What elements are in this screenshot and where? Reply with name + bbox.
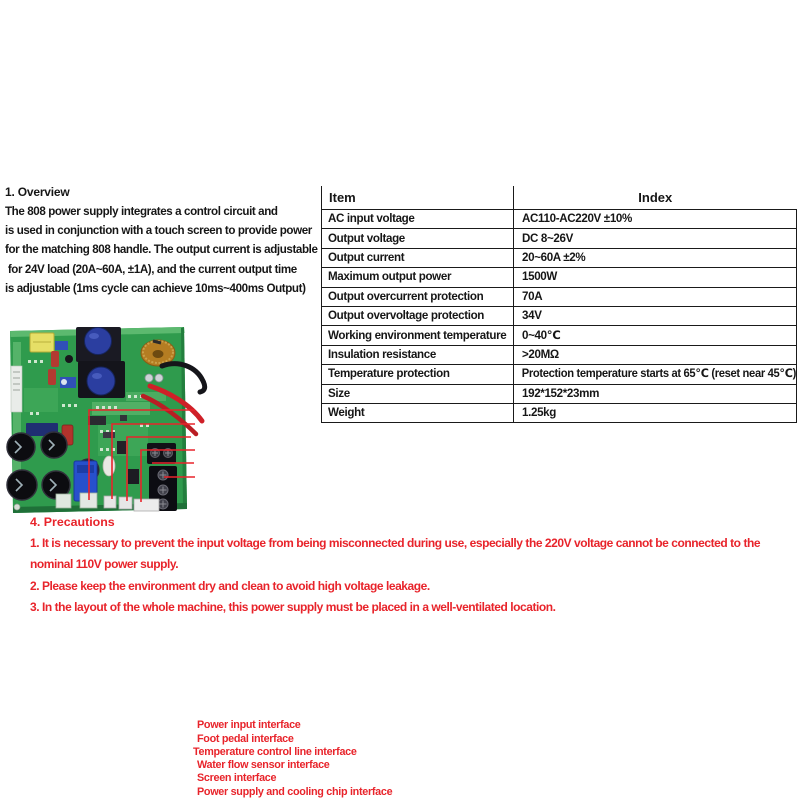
board-sticker: [11, 366, 22, 412]
overview-text: [5, 202, 327, 298]
precautions-section: [30, 511, 785, 618]
spec-value: 1.25kg: [514, 403, 797, 422]
spec-row: [322, 229, 797, 248]
overview-line: is adjustable (1ms cycle can achieve 10ms~400ms Output): [5, 281, 306, 295]
spec-item: AC input voltage: [322, 210, 514, 229]
interface-label: Power supply and cooling chip interface: [197, 786, 393, 798]
overview-line: for the matching 808 handle. The output current is adjustable: [5, 243, 318, 257]
precaution-line: 2. Please keep the environment dry and clean to avoid high voltage leakage.: [30, 578, 430, 593]
col-header-index: Index: [514, 186, 797, 210]
spec-row: [322, 248, 797, 267]
interface-label: Power input interface: [197, 719, 301, 731]
precautions-heading: 4. Precautions: [30, 515, 115, 529]
spec-row: [322, 268, 797, 287]
spec-value: 70A: [514, 287, 797, 306]
spec-value: 20~60A ±2%: [514, 248, 797, 267]
interface-label: Screen interface: [197, 772, 277, 784]
spec-item: Size: [322, 384, 514, 403]
spec-item: Insulation resistance: [322, 345, 514, 364]
transformers: [76, 327, 125, 398]
spec-row: [322, 210, 797, 229]
spec-item: Working environment temperature: [322, 326, 514, 345]
overview-line: The 808 power supply integrates a control circuit and: [5, 205, 278, 218]
precautions-text: [30, 533, 785, 618]
overview-section: [5, 183, 327, 298]
col-header-item: Item: [322, 186, 514, 210]
overview-line: is used in conjunction with a touch screen to provide power: [5, 224, 312, 238]
spec-value: 34V: [514, 306, 797, 325]
interface-label: Foot pedal interface: [197, 733, 294, 745]
spec-item: Output overcurrent protection: [322, 287, 514, 306]
spec-item: Output voltage: [322, 229, 514, 248]
overview-line: for 24V load (20A~60A, ±1A), and the current output time: [5, 262, 297, 276]
interface-label: Water flow sensor interface: [197, 759, 330, 771]
spec-value: AC110-AC220V ±10%: [514, 210, 797, 229]
precaution-line: 3. In the layout of the whole machine, this power supply must be placed in a well-ventilated location.: [30, 599, 556, 614]
spec-value: Protection temperature starts at 65℃ (reset near 45℃): [514, 365, 797, 384]
spec-value: 1500W: [514, 268, 797, 287]
spec-item: Temperature protection: [322, 365, 514, 384]
precaution-line: 1. It is necessary to prevent the input voltage from being misconnected during use, especially the 220V voltage cannot be connected to the: [30, 536, 761, 550]
spec-item: Maximum output power: [322, 268, 514, 287]
spec-value: 0~40℃: [514, 326, 797, 345]
yellow-connector: [30, 333, 54, 352]
spec-item: Weight: [322, 403, 514, 422]
pcb-photo: [0, 315, 215, 520]
precaution-line: nominal 110V power supply.: [30, 557, 179, 572]
spec-value: DC 8~26V: [514, 229, 797, 248]
spec-row: [322, 287, 797, 306]
spec-item: Output current: [322, 248, 514, 267]
spec-value: 192*152*23mm: [514, 384, 797, 403]
overview-heading: 1. Overview: [5, 185, 70, 199]
spec-value: >20MΩ: [514, 345, 797, 364]
interface-label: Temperature control line interface: [193, 746, 357, 758]
spec-item: Output overvoltage protection: [322, 306, 514, 325]
spec-header-row: [322, 186, 797, 210]
